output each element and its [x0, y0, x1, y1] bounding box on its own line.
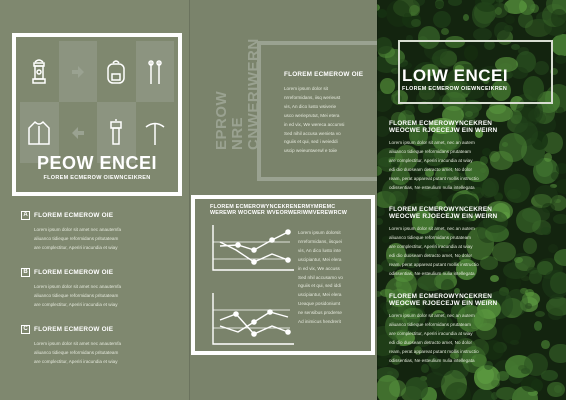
foliage-patch: [433, 11, 451, 29]
foliage-patch: [491, 380, 500, 388]
foliage-patch: [380, 78, 394, 94]
chart-heading: [210, 204, 370, 216]
foliage-patch: [551, 34, 566, 56]
section-line: are complectitur, Aperiri iracundia et wiay: [34, 358, 118, 364]
section-heading: FLOREM ECMEROW OIE: [34, 212, 114, 219]
body-line: uscipiantur, Mei elera: [298, 256, 342, 262]
block-heading: WEOCWE RJOECEJW EIN WEIRN: [389, 300, 498, 307]
body-line: in ed vix, We accuss: [298, 265, 340, 271]
top-text-block: [284, 71, 374, 156]
block-heading: FLOREM ECMEROWYNCEKREN: [389, 206, 493, 213]
foliage-patch: [463, 14, 469, 21]
graphic-point: [285, 257, 291, 263]
backpack-icon: [97, 41, 136, 102]
section-letter: C: [21, 325, 30, 334]
section-line: are complectitur, Aperiri iracundia et wiay: [34, 244, 118, 250]
graphic-point: [269, 237, 275, 243]
graphic-point: [233, 311, 239, 317]
body-line: Lorem ipsum dolor sit amet, nec an autem: [389, 226, 475, 231]
foliage-patch: [465, 111, 472, 117]
middle-panel: [189, 0, 377, 400]
fold-line: [189, 0, 190, 400]
info-block: [389, 293, 555, 365]
foliage-patch: [445, 382, 471, 400]
foliage-patch: [505, 15, 515, 24]
feature-subtitle: FLOREM ECMEROW OIEWNCEIKREN: [43, 175, 151, 181]
body-line: Lorem ipsum dolor sit amet, nec an autem: [389, 313, 475, 318]
body-line: odissentias, Ne esteulium nulia intellegata: [389, 270, 475, 276]
block-heading: WEOCWE RJOECEJW EIN WEIRN: [389, 127, 498, 134]
body-line: nrreformidans, iisquei: [298, 238, 342, 244]
section-line: aliuanco tidieque reformidans pritutateam: [34, 292, 119, 298]
foliage-patch: [387, 371, 393, 375]
section-line: Lorem ipsum dolor sit amet nec anautemfa: [34, 284, 122, 289]
foliage-patch: [491, 392, 498, 400]
body-line: Sed nihil accusa wenieta vo: [284, 130, 341, 136]
section-letter: B: [21, 268, 30, 277]
body-line: aliuanco tidieque reformidans prutateam: [389, 148, 471, 154]
info-block: [389, 120, 555, 192]
vertical-title-line: EPROW NRE: [213, 90, 246, 150]
body-line: vis, An dico lusto inte: [298, 247, 341, 253]
section-heading: FLOREM ECMEROW OIE: [34, 269, 114, 276]
body-line: ne sensibus proderse: [298, 310, 342, 316]
chart-heading-line: WEREWR WOCWER WVEORWERIWMVEREWRCW: [210, 210, 348, 216]
body-line: nguiis et qui, sed i weieddi: [284, 139, 338, 145]
foliage-patch: [521, 376, 541, 392]
body-line: odissentias, Ne esteulium nulia intellegata: [389, 184, 475, 190]
body-line: uscip weieuntwerwl e toiie: [284, 148, 338, 154]
foliage-patch: [377, 37, 392, 54]
foliage-patch: [557, 107, 564, 114]
fold-line: [377, 0, 378, 400]
right-panel: [377, 0, 566, 400]
graphic-point: [251, 331, 257, 337]
section-heading: FLOREM ECMEROW OIE: [34, 326, 114, 333]
foliage-patch: [547, 382, 564, 398]
section-b: [23, 268, 184, 310]
body-line: Sed nhil accusamo vo: [298, 274, 343, 280]
foliage-patch: [411, 19, 421, 27]
line-graphics: [210, 222, 296, 350]
section-line: Lorem ipsum dolor sit amet nec anautemfa: [34, 227, 122, 232]
foliage-patch: [497, 371, 509, 381]
left-panel: [0, 0, 189, 400]
body-line: Lorem ipsum dolor sit: [284, 86, 328, 91]
chart-heading-line: FLOREM ECMEROWYNCEKRENERMYMREMC: [210, 204, 336, 210]
graphic-point: [251, 259, 257, 265]
graphic-point: [267, 309, 273, 315]
body-line: edi dio duoseam detracto amet, No dolor: [389, 252, 472, 258]
chart-text-block: [298, 229, 372, 327]
foliage-patch: [555, 55, 566, 64]
block-heading: FLOREM ECMEROWYNCEKREN: [389, 293, 493, 300]
foliage-patch: [441, 28, 449, 35]
body-line: Lorem ipsum dolorsit: [298, 230, 341, 235]
vertical-title: [213, 38, 262, 150]
body-line: Ueaque posidoniumt: [298, 301, 341, 307]
foliage-patch: [496, 387, 517, 400]
foliage-patch: [405, 377, 428, 400]
body-line: are complectitur, Aperiri iracundia at wiay: [389, 243, 473, 249]
graphic-point: [251, 319, 257, 325]
graphic-point: [285, 229, 291, 235]
vertical-title-line: CNWERIWERN: [245, 38, 262, 150]
body-line: aliuanco tidieque reformidans prutateam: [389, 321, 471, 327]
body-line: ream, perat appareat putant mollis instructio: [389, 348, 479, 354]
section-line: aliuanco tidieque reformidans pritutateam: [34, 235, 119, 241]
feature-box: [12, 33, 182, 196]
body-line: ream, perat appareat putant mollis instructio: [389, 261, 479, 267]
body-line: aliuanco tidieque reformidans prutateam: [389, 234, 471, 240]
foliage-patch: [377, 207, 385, 216]
body-line: are complectitur, Aperiri iracundia at wiay: [389, 330, 473, 336]
cover-subtitle: FLOREM ECMEROW OIEWNCEIKREN: [402, 86, 508, 92]
body-line: in ed vix, We wereca accumsi: [284, 121, 345, 127]
graphic-point: [235, 242, 241, 248]
section-line: aliuanco tidieque reformidans pritutateam: [34, 349, 119, 355]
body-line: odissentias, Ne esteulium nulia intellegata: [389, 357, 475, 363]
graphic-point: [285, 329, 291, 335]
body-line: are complectitur, Aperiri iracundia at wiay: [389, 157, 473, 163]
foliage-patch: [521, 368, 530, 374]
body-line: vis, An dico lusto wsiverie: [284, 103, 337, 109]
body-line: edi dio duoseam detracto amet, No dolor: [389, 166, 472, 172]
graphic-point: [251, 247, 257, 253]
body-line: ream, perat appareat putant mollis instructio: [389, 175, 479, 181]
section-line: are complectitur, Aperiri iracundia et wiay: [34, 301, 118, 307]
cover-title: LOIW ENCEI: [402, 66, 509, 85]
section-c: [23, 325, 184, 367]
body-line: edi dio duoseam detracto amet, No dolor: [389, 339, 472, 345]
body-line: Lorem ipsum dolor sit amet, nec an autem: [389, 140, 475, 145]
foliage-patch: [448, 0, 462, 6]
foliage-patch: [377, 9, 387, 18]
foliage-patch: [377, 357, 389, 367]
foliage-patch: [551, 9, 566, 28]
foliage-patch: [504, 25, 512, 32]
info-block: [389, 206, 555, 278]
body-line: uscipiantur, Mei elera: [298, 292, 342, 298]
body-line: usco werieprutut, Mei etera: [284, 112, 340, 118]
icon-grid: [20, 41, 174, 163]
lantern-icon: [20, 41, 59, 102]
body-line: Ad inimicus hendrerit: [298, 319, 341, 325]
body-line: nguiis et qui, sed iddi: [298, 283, 341, 289]
hiking-poles-icon: [136, 41, 175, 102]
block-heading: FLOREM ECMEROWYNCEKREN: [389, 120, 493, 127]
body-line: nrreformidans, iisq werieust: [284, 94, 341, 100]
top-heading: FLOREM ECMEROW OIE: [284, 71, 364, 78]
foliage-patch: [405, 105, 414, 115]
foliage-patch: [386, 0, 411, 27]
section-line: Lorem ipsum dolor sit amet nec anautemfa: [34, 341, 122, 346]
feature-title: PEOW ENCEI: [36, 153, 157, 173]
section-letter: A: [21, 211, 30, 220]
section-a: [23, 211, 184, 253]
arrow-right-icon: [59, 41, 98, 102]
block-heading: WEOCWE RJOECEJW EIN WEIRN: [389, 213, 498, 220]
